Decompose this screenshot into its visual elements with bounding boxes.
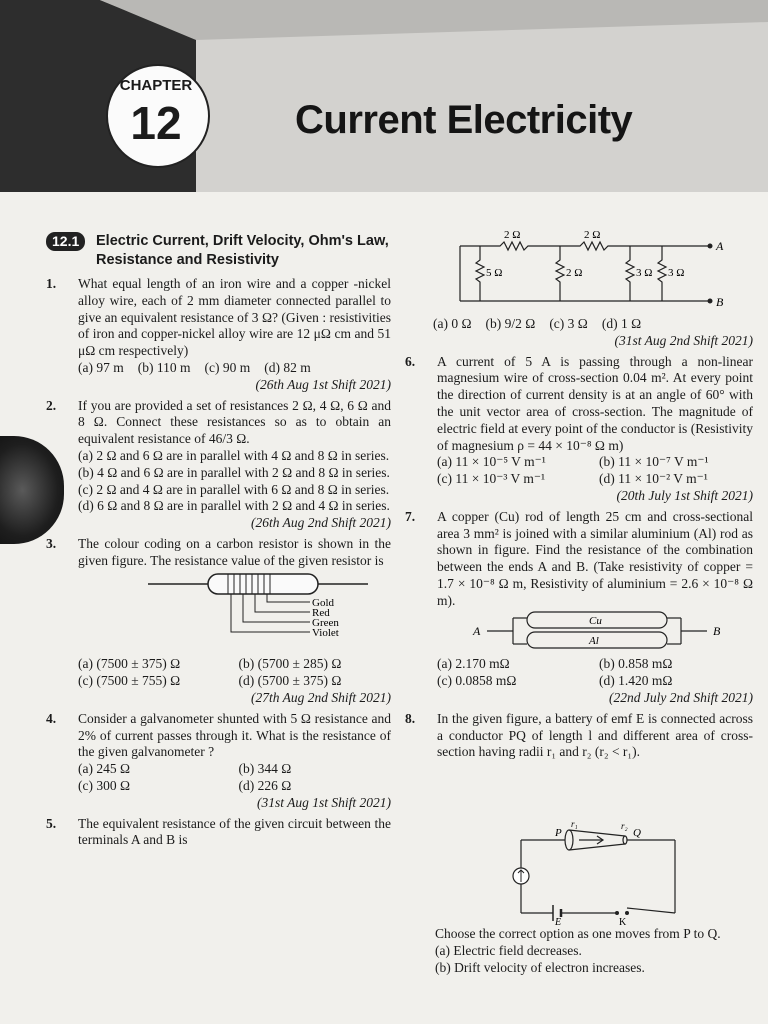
exam-shift: (22nd July 2nd Shift 2021) [609,689,753,705]
option-a[interactable]: (a) (7500 ± 375) Ω [78,656,181,672]
option-c[interactable]: (c) 11 × 10⁻³ V m⁻¹ [437,471,546,487]
rod-label-al: Al [589,634,599,647]
chapter-title: Current Electricity [295,98,633,142]
option-a[interactable]: (a) 245 Ω [78,761,131,777]
question-options [437,656,753,690]
question-8 [405,711,753,761]
band-label-violet: Violet [312,626,339,639]
option-d[interactable]: (d) (5700 ± 375) Ω [238,673,342,689]
left-column [46,232,391,853]
end-label-p: P [555,827,562,839]
radius-label-r2: r₂ [621,821,628,831]
conductor-figure [505,818,705,926]
rod-diagram [437,610,737,652]
option-c[interactable]: (c) 3 Ω [549,316,588,331]
band-label-red: Red [312,606,330,619]
question-4 [46,711,391,812]
option-b[interactable]: (b) 0.858 mΩ [599,656,673,672]
option-d[interactable]: (d) 226 Ω [238,777,292,793]
terminal-b-label: B [716,295,724,309]
question-text: A copper (Cu) rod of length 25 cm and cross-sectional area 3 mm² is joined with a similar aluminium (Al) rod as shown in figure. Find the resistance of the combination between the ends A and B. (Take resistivity of copper = 1.7 × 10⁻⁸ Ω m, Resistivity of aluminium = 2.6 × 10⁻⁸ Ω m). [437,508,753,608]
rod-end-b: B [713,623,721,638]
exam-shift: (26th Aug 1st Shift 2021) [255,376,391,392]
question-5-answers [405,316,753,350]
band-label-green: Green [312,616,339,629]
resistor-label-top-1: 2 Ω [504,229,521,241]
question-text: In the given figure, a battery of emf E is connected across a conductor PQ of length l and different area of cross-section having radii r₁ and r₂ (r₂ < r₁). [437,710,753,760]
q5-circuit-diagram [440,226,760,316]
right-column [405,316,753,765]
exam-shift: (26th Aug 2nd Shift 2021) [251,515,391,531]
rod-label-cu: Cu [589,614,602,627]
option-b[interactable]: (b) 110 m [137,359,191,375]
option-b[interactable]: (b) (5700 ± 285) Ω [238,656,342,672]
exam-shift: (31st Aug 1st Shift 2021) [256,794,391,810]
question-text: The equivalent resistance of the given circuit between the terminals A and B is [78,815,391,848]
question-text: If you are provided a set of resistances 2 Ω, 4 Ω, 6 Ω and 8 Ω. Connect these resistances so as to obtain an equivalent resistance of 46/3 Ω. [78,397,391,447]
option-d[interactable]: (d) 82 m [264,359,311,375]
exam-shift: (31st Aug 2nd Shift 2021) [614,332,753,348]
rod-end-a: A [473,623,481,638]
option-c[interactable]: (c) 2 Ω and 4 Ω are in parallel with 6 Ω and 8 Ω in series. [78,481,390,497]
chapter-number: 12 [130,97,182,149]
resistor-label-2ohm: 2 Ω [566,267,583,279]
option-c[interactable]: (c) 90 m [204,359,251,375]
question-number: 8. [405,710,416,726]
option-d[interactable]: (d) 1.420 mΩ [599,673,673,689]
option-b[interactable]: (b) 9/2 Ω [485,316,536,331]
question-text: A current of 5 A is passing through a non-linear magnesium wire of cross-section 0.04 m². At every point the direction of current density is at an angle of 60° with the unit vector area of cross-section. The magnitude of electric field at every point of the conductor is (Resistivity of magnesium ρ = 44 × 10⁻⁸ Ω m) [437,353,753,453]
option-b[interactable]: (b) 4 Ω and 6 Ω are in parallel with 2 Ω and 8 Ω in series. [78,464,390,480]
option-a[interactable]: (a) Electric field decreases. [435,942,582,958]
option-b[interactable]: (b) 11 × 10⁻⁷ V m⁻¹ [599,454,709,470]
option-d[interactable]: (d) 11 × 10⁻² V m⁻¹ [599,471,708,487]
question-text: The colour coding on a carbon resistor is shown in the given figure. The resistance value of the given resistor is [78,535,391,568]
resistor-figure [78,570,391,657]
band-label-gold: Gold [312,596,334,609]
exam-shift: (27th Aug 2nd Shift 2021) [251,689,391,705]
question-number: 1. [46,276,57,291]
resistor-label-3ohm-a: 3 Ω [636,267,653,279]
resistor-label-5ohm: 5 Ω [486,267,503,279]
question-6 [405,354,753,505]
option-a[interactable]: (a) 2 Ω and 6 Ω are in parallel with 4 Ω and 8 Ω in series. [78,447,390,463]
question-text: Consider a galvanometer shunted with 5 Ω resistance and 2% of current passes through it. What is the resistance of the given galvanometer ? [78,710,391,760]
chapter-label: CHAPTER [119,77,193,94]
resistor-label-top-2: 2 Ω [584,229,601,241]
option-c[interactable]: (c) (7500 ± 755) Ω [78,673,181,689]
option-a[interactable]: (a) 97 m [78,359,124,375]
option-d[interactable]: (d) 6 Ω and 8 Ω are in parallel with 2 Ω and 4 Ω in series. [78,498,390,514]
question-2 [46,398,391,532]
question-options [433,316,753,333]
battery-label-e: E [555,917,562,926]
question-options [78,656,391,690]
question-number: 2. [46,397,57,413]
question-number: 7. [405,508,416,524]
question-text: What equal length of an iron wire and a copper -nickel alloy wire, each of 2 mm diameter connected parallel to give an equivalent resistance of 3 Ω? (Given : resistivities of iron and copper-nickel alloy wire are 12 μΩ cm and 51 μΩ cm respectively) [78,276,391,359]
question-5 [46,816,391,850]
question-prompt: Choose the correct option as one moves from P to Q. [435,926,721,941]
terminal-a-label: A [716,239,724,253]
question-7 [405,509,753,707]
question-3 [46,536,391,707]
option-a[interactable]: (a) 2.170 mΩ [437,656,510,672]
option-c[interactable]: (c) 300 Ω [78,777,131,793]
question-number: 5. [46,815,57,831]
resistor-diagram [78,570,378,652]
section-number: 12.1 [46,232,85,251]
question-options [78,360,391,377]
question-number: 6. [405,353,416,369]
option-c[interactable]: (c) 0.0858 mΩ [437,673,517,689]
option-b[interactable]: (b) Drift velocity of electron increases. [435,959,645,975]
question-number: 4. [46,710,57,726]
option-a[interactable]: (a) 0 Ω [433,316,472,331]
end-label-q: Q [633,827,641,839]
question-number: 3. [46,535,57,551]
option-b[interactable]: (b) 344 Ω [238,761,292,777]
question-8-options [435,926,753,976]
radius-label-r1: r₁ [571,819,578,829]
exam-shift: (20th July 1st Shift 2021) [616,487,753,503]
question-options [78,761,391,795]
question-options [437,454,753,488]
section-heading [46,232,391,270]
key-label-k: K [619,917,627,926]
option-d[interactable]: (d) 1 Ω [601,316,642,331]
resistor-label-3ohm-b: 3 Ω [668,267,685,279]
section-title: Electric Current, Drift Velocity, Ohm's Law, Resistance and Resistivity [96,233,389,268]
question-1 [46,276,391,394]
option-a[interactable]: (a) 11 × 10⁻⁵ V m⁻¹ [437,454,546,470]
